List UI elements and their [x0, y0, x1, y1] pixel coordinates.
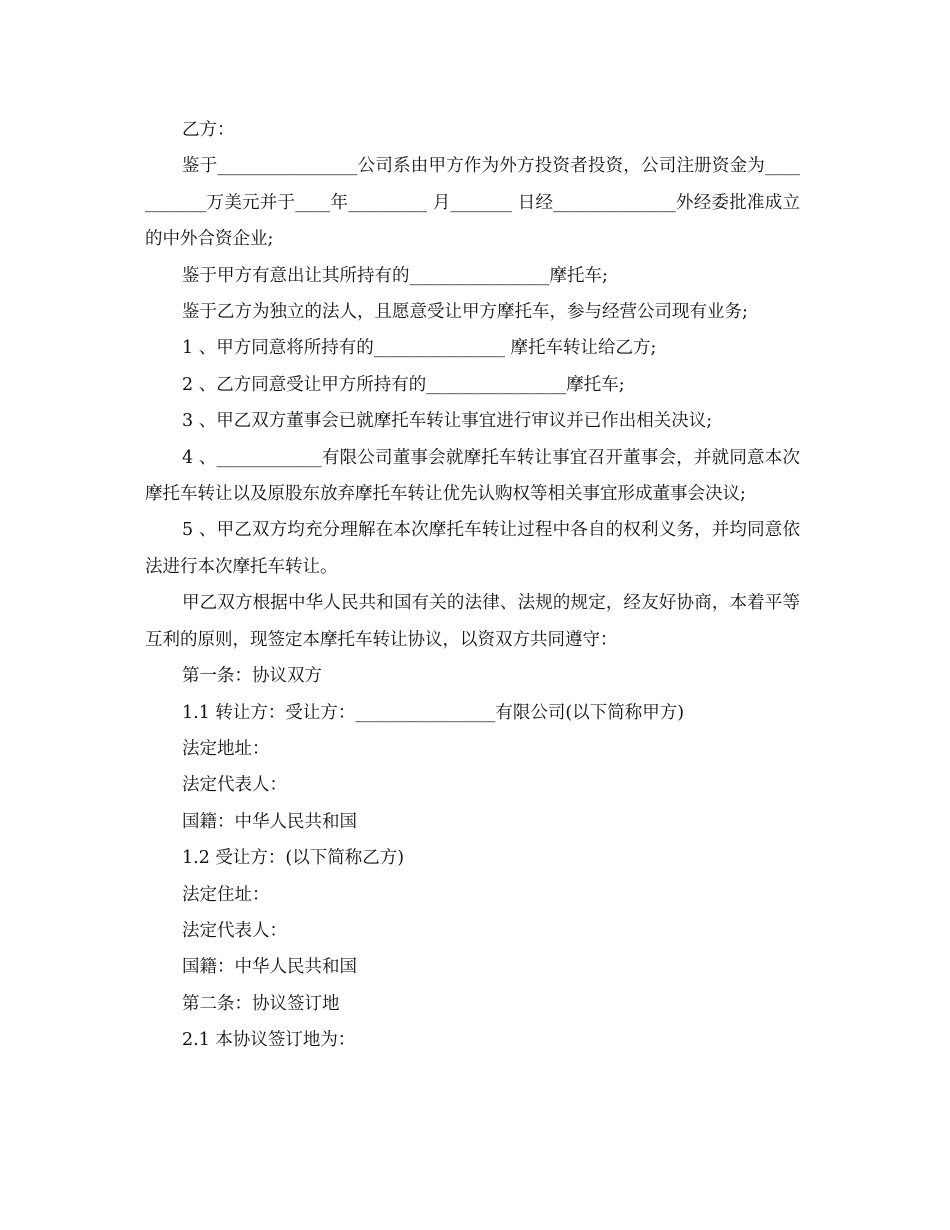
paragraph-1-2-transferee: 1.2 受让方：(以下简称乙方)	[182, 848, 405, 869]
paragraph-company-registration: 鉴于________________公司系由甲方作为外方投资者投资，公司注册资金为___________万美元并于____年_________ 月_______ 日经______________外经委批准成立的中外合资企业;	[145, 156, 800, 250]
paragraph-party-b-intent: 鉴于乙方为独立的法人，且愿意受让甲方摩托车，参与经营公司现有业务;	[182, 302, 748, 323]
paragraph-party-b: 乙方：	[182, 120, 235, 140]
paragraph-item-5: 5 、甲乙双方均充分理解在本次摩托车转让过程中各自的权利义务，并均同意依法进行本次摩托车转让。	[145, 520, 800, 577]
document-body	[145, 112, 800, 1059]
paragraph-agreement-basis: 甲乙双方根据中华人民共和国有关的法律、法规的规定，经友好协商，本着平等互利的原则，现签定本摩托车转让协议，以资双方共同遵守：	[145, 593, 800, 650]
field-legal-representative-a: 法定代表人：	[182, 775, 287, 796]
paragraph-1-1-transferor: 1.1 转让方：受让方：________________有限公司(以下简称甲方)	[182, 702, 685, 723]
paragraph-2-1-signing-place: 2.1 本协议签订地为：	[182, 1030, 356, 1051]
field-nationality-b: 国籍：中华人民共和国	[182, 957, 357, 978]
paragraph-transfer-intent: 鉴于甲方有意出让其所持有的________________摩托车;	[182, 265, 608, 286]
heading-article-2: 第二条：协议签订地	[182, 993, 340, 1014]
paragraph-item-3: 3 、甲乙双方董事会已就摩托车转让事宜进行审议并已作出相关决议;	[182, 411, 713, 432]
heading-article-1: 第一条：协议双方	[182, 666, 322, 687]
paragraph-item-2: 2 、乙方同意受让甲方所持有的________________摩托车;	[182, 374, 625, 395]
paragraph-item-1: 1 、甲方同意将所持有的_______________ 摩托车转让给乙方;	[182, 338, 657, 359]
field-legal-address: 法定地址：	[182, 738, 270, 759]
field-nationality-a: 国籍：中华人民共和国	[182, 811, 357, 832]
field-legal-representative-b: 法定代表人：	[182, 920, 287, 941]
field-legal-residence: 法定住址：	[182, 884, 270, 905]
paragraph-item-4: 4 、____________有限公司董事会就摩托车转让事宜召开董事会，并就同意本次摩托车转让以及原股东放弃摩托车转让优先认购权等相关事宜形成董事会决议;	[145, 447, 800, 505]
